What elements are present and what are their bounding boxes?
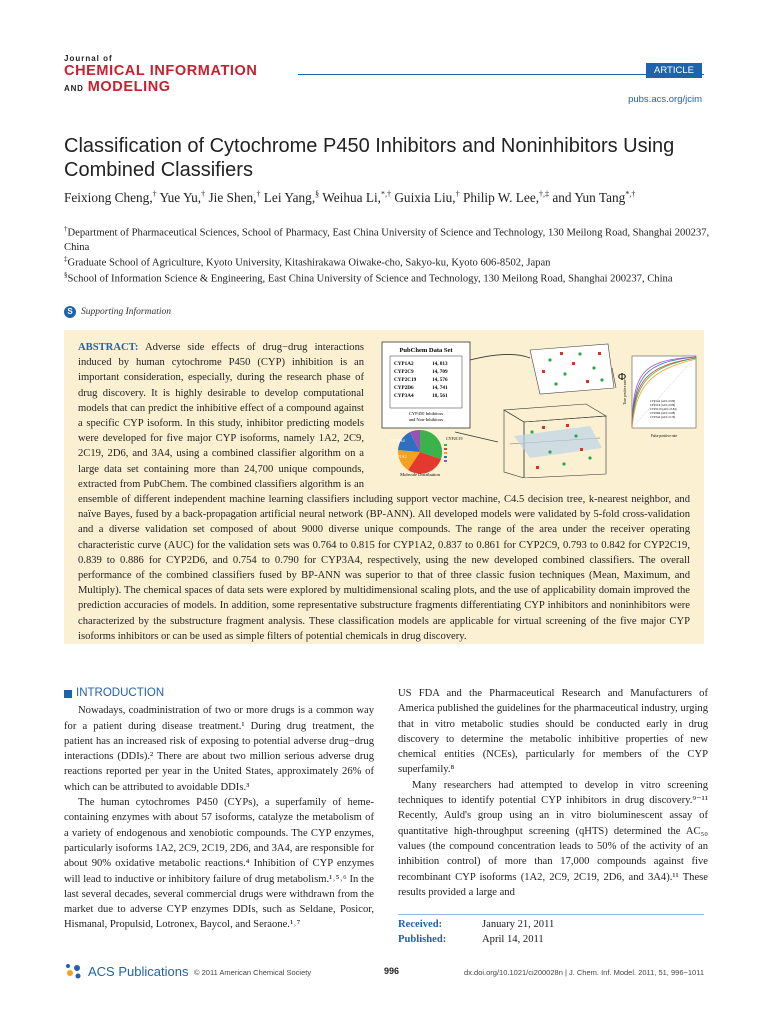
affiliation-1: †Department of Pharmaceutical Sciences, School of Pharmacy, East China University of Science and Technology, 130 Meilong Road, Shanghai 200237, China <box>64 225 710 253</box>
author-name: Lei Yang,§ <box>263 190 320 206</box>
received-label: Received: <box>398 919 443 930</box>
dataset-row-name: CYP3A4 <box>394 393 414 399</box>
dataset-row-count: 14, 741 <box>432 385 448 391</box>
published-date: April 14, 2011 <box>482 934 544 945</box>
acs-logo-icon <box>64 962 84 980</box>
roc-plot <box>623 356 696 438</box>
roc-xlabel: False positive rate <box>650 434 678 438</box>
journal-name-line2: MODELING <box>87 79 171 95</box>
dataset-row-name: CYP2C9 <box>394 369 414 375</box>
molecule-distribution-pie <box>398 430 442 474</box>
dataset-row-name: CYP1A2 <box>394 361 414 367</box>
copyright: © 2011 American Chemical Society <box>194 968 312 977</box>
column-left <box>64 686 374 933</box>
page-number: 996 <box>384 966 400 976</box>
doi-citation-link[interactable]: dx.doi.org/10.1021/ci200028n | J. Chem. Inf. Model. 2011, 51, 996−1011 <box>464 968 704 977</box>
dataset-row-count: 14, 576 <box>432 377 448 383</box>
roc-ylabel: True positive rate <box>623 379 627 405</box>
intro-paragraph: US FDA and the Pharmaceutical Research and Manufacturers of America published the guidelines for the pharmaceutical industry, urging that in vitro metabolic studies should be conducted early in drug discovery to determine the metabolic inhibitive properties of new chemical entities (NCEs), particularly for members of the CYP superfamily.⁸ <box>398 688 708 776</box>
intro-paragraph: Many researchers had attempted to develop in vitro screening techniques to identify potential CYP inhibitors in drug discovery.⁹⁻¹¹ Recently, Auld's group using an in vitro bioluminescent assay of quantitative high-throughput screening (qHTS) determined the AC₅₀ values (the compound concentration leads to 50% of the activity of an inhibition control) of more than 17,000 compounds against five recombinant CYP isoforms (1A2, 2C9, 2C19, 2D6, and 3A4).¹¹ These results provided a large and <box>398 779 708 898</box>
pie-label: CYP2C19 <box>446 436 463 441</box>
roc-legend-item: CYP2C9 (AUC=0.86) <box>650 404 676 407</box>
introduction-heading: INTRODUCTION <box>64 686 374 701</box>
dataset-row-count: 14, 709 <box>432 369 448 375</box>
feature-space-plane <box>530 344 614 394</box>
column-right <box>398 686 708 900</box>
roc-legend-item: CYP2C19 (AUC=0.84) <box>650 408 677 411</box>
author-name: Yue Yu,† <box>159 190 206 206</box>
received-date: January 21, 2011 <box>482 919 555 930</box>
supporting-info-icon: S <box>64 306 76 318</box>
article-title: Classification of Cytochrome P450 Inhibitors and Noninhibitors Using Combined Classifiers <box>64 135 675 181</box>
intro-paragraph: The human cytochromes P450 (CYPs), a superfamily of heme-containing enzymes with about 57 isoforms, catalyze the metabolism of a variety of endogenous and xenobiotic compounds. The CYP enzymes, particularly isoforms 1A2, 2C9, 2C19, 2D6, and 3A4, are responsible for about 90% oxidative metabolic reactions.⁴ Inhibition of CYP enzymes will lead to inductive or inhibitory failure of drug metabolism.¹˒⁵˒⁶ In the last several decades, several commercial drugs were withdrawn from the market due to adverse CYP enzymes DDIs, such as Seldane, Posicor, Hismanal, Propulsid, Lotronex, Baycol, and Seraone.¹˒⁷ <box>64 797 374 931</box>
abstract-body: Adverse side effects of drug−drug interactions induced by human cytochrome P450 (CYP) inhibition is an important consideration, especially, during the research phase of drug discovery. It is highly desirable to develop computational models that can predict the inhibitive effect of a compound against a specific CYP isoform. In this study, inhibitor predicting models were developed for five major CYP isoforms, namely 1A2, 2C9, 2C19, 2D6, and 3A4, using a combined classifier algorithm on a large data set containing more than 24,700 unique compounds, extracted from PubChem. The combined classifiers algorithm is an ensemble of different independent machine learning classifiers including support vector machine, C4.5 decision tree, k-nearest neighbor, and naïve Bayes, fused by a back-propagation artificial neural network (BP-ANN). All developed models were validated by 5-fold cross-validation and a diverse validation set composed of about 9000 diverse unique compounds. The range of the area under the receiver operating characteristic curve (AUC) for the validation sets was 0.764 to 0.815 for CYP1A2, 0.837 to 0.861 for CYP2C9, 0.793 to 0.842 for CYP2C19, 0.839 to 0.886 for CYP2D6, and 0.754 to 0.790 for CYP3A4, respectively, using the new developed combined classifiers. The overall performance of the combined classifiers fused by BP-ANN was superior to that of three classic fusion techniques (Mean, Maximum, and Multiply). The chemical spaces of data sets were explored by multidimensional scaling plots, and the use of applicability domain improved the prediction accuracies of models. In addition, some representative substructure fragments differentiating CYP inhibitors and noninhibitors were characterized by the substructure fragment analysis. These classification models are applicable for virtual screening of the five major CYP isoforms inhibitors or can be used as simple filters of potential chemicals in drug discovery. <box>78 342 690 642</box>
section-square-icon <box>64 690 72 698</box>
author-name: Philip W. Lee,†,‡ <box>462 190 550 206</box>
masthead-rule <box>298 74 704 75</box>
journal-of: Journal of <box>64 54 113 63</box>
acs-publications-logo[interactable] <box>64 962 188 980</box>
affiliation-2: ‡Graduate School of Agriculture, Kyoto University, Kitashirakawa Oiwake-cho, Sakyo-ku, Kyoto 606-8502, Japan <box>64 255 551 269</box>
phi-mapping-label: Φ <box>618 371 627 383</box>
toc-graphic <box>380 340 698 478</box>
journal-and: AND <box>64 84 84 93</box>
dataset-note: and Non-Inhibitors <box>408 417 444 422</box>
roc-legend-item: CYP3A4 (AUC=0.79) <box>650 416 676 419</box>
article-type-badge: ARTICLE <box>646 63 702 78</box>
journal-url-link[interactable]: pubs.acs.org/jcim <box>628 94 702 105</box>
journal-name-line1: CHEMICAL INFORMATION <box>64 63 258 79</box>
affiliation-3: §School of Information Science & Engineering, East China University of Science and Technology, 130 Meilong Road, Shanghai 200237, China <box>64 271 673 285</box>
author-name: and Yun Tang*,† <box>552 190 636 206</box>
published-label: Published: <box>398 934 447 945</box>
supporting-info-label: Supporting Information <box>81 307 171 317</box>
intro-paragraph: Nowadays, coadministration of two or more drugs is a common way for a patient during disease treatment.¹ During drug treatment, the patient has an increased risk of exposing to potential adverse drug−drug interactions (DDIs).² There are about two million serious adverse drug reactions reported per year in the United States, approximately 26% of which can be attributed to avoidable DDIs.³ <box>64 705 374 793</box>
pie-label: CYP3A4 <box>390 438 405 443</box>
journal-masthead <box>64 54 258 97</box>
dataset-box-title: PubChem Data Set <box>399 347 453 354</box>
pie-label: CYP1A2 <box>392 454 407 459</box>
dataset-row-name: CYP2C19 <box>394 377 417 383</box>
publisher-name: ACS Publications <box>88 963 189 979</box>
abstract-label: ABSTRACT: <box>78 342 139 353</box>
pie-caption: Molecule Distribution <box>400 472 440 477</box>
roc-legend-item: CYP2D6 (AUC=0.88) <box>650 412 676 415</box>
author-name: Guixia Liu,† <box>394 190 460 206</box>
roc-legend-item: CYP1A2 (AUC=0.80) <box>650 400 676 403</box>
author-list <box>64 190 714 206</box>
dataset-row-count: 18, 561 <box>432 393 448 399</box>
author-name: Feixiong Cheng,† <box>64 190 157 206</box>
author-name: Jie Shen,† <box>208 190 261 206</box>
supporting-information-link[interactable] <box>64 306 171 318</box>
dataset-note: CYP450 Inhibitors <box>408 411 444 416</box>
abstract-box <box>64 330 704 644</box>
dataset-row-count: 14, 813 <box>432 361 448 367</box>
dates-rule <box>398 914 704 915</box>
dataset-row-name: CYP2D6 <box>394 385 414 391</box>
author-name: Weihua Li,*,† <box>322 190 391 206</box>
publication-dates <box>398 917 554 947</box>
